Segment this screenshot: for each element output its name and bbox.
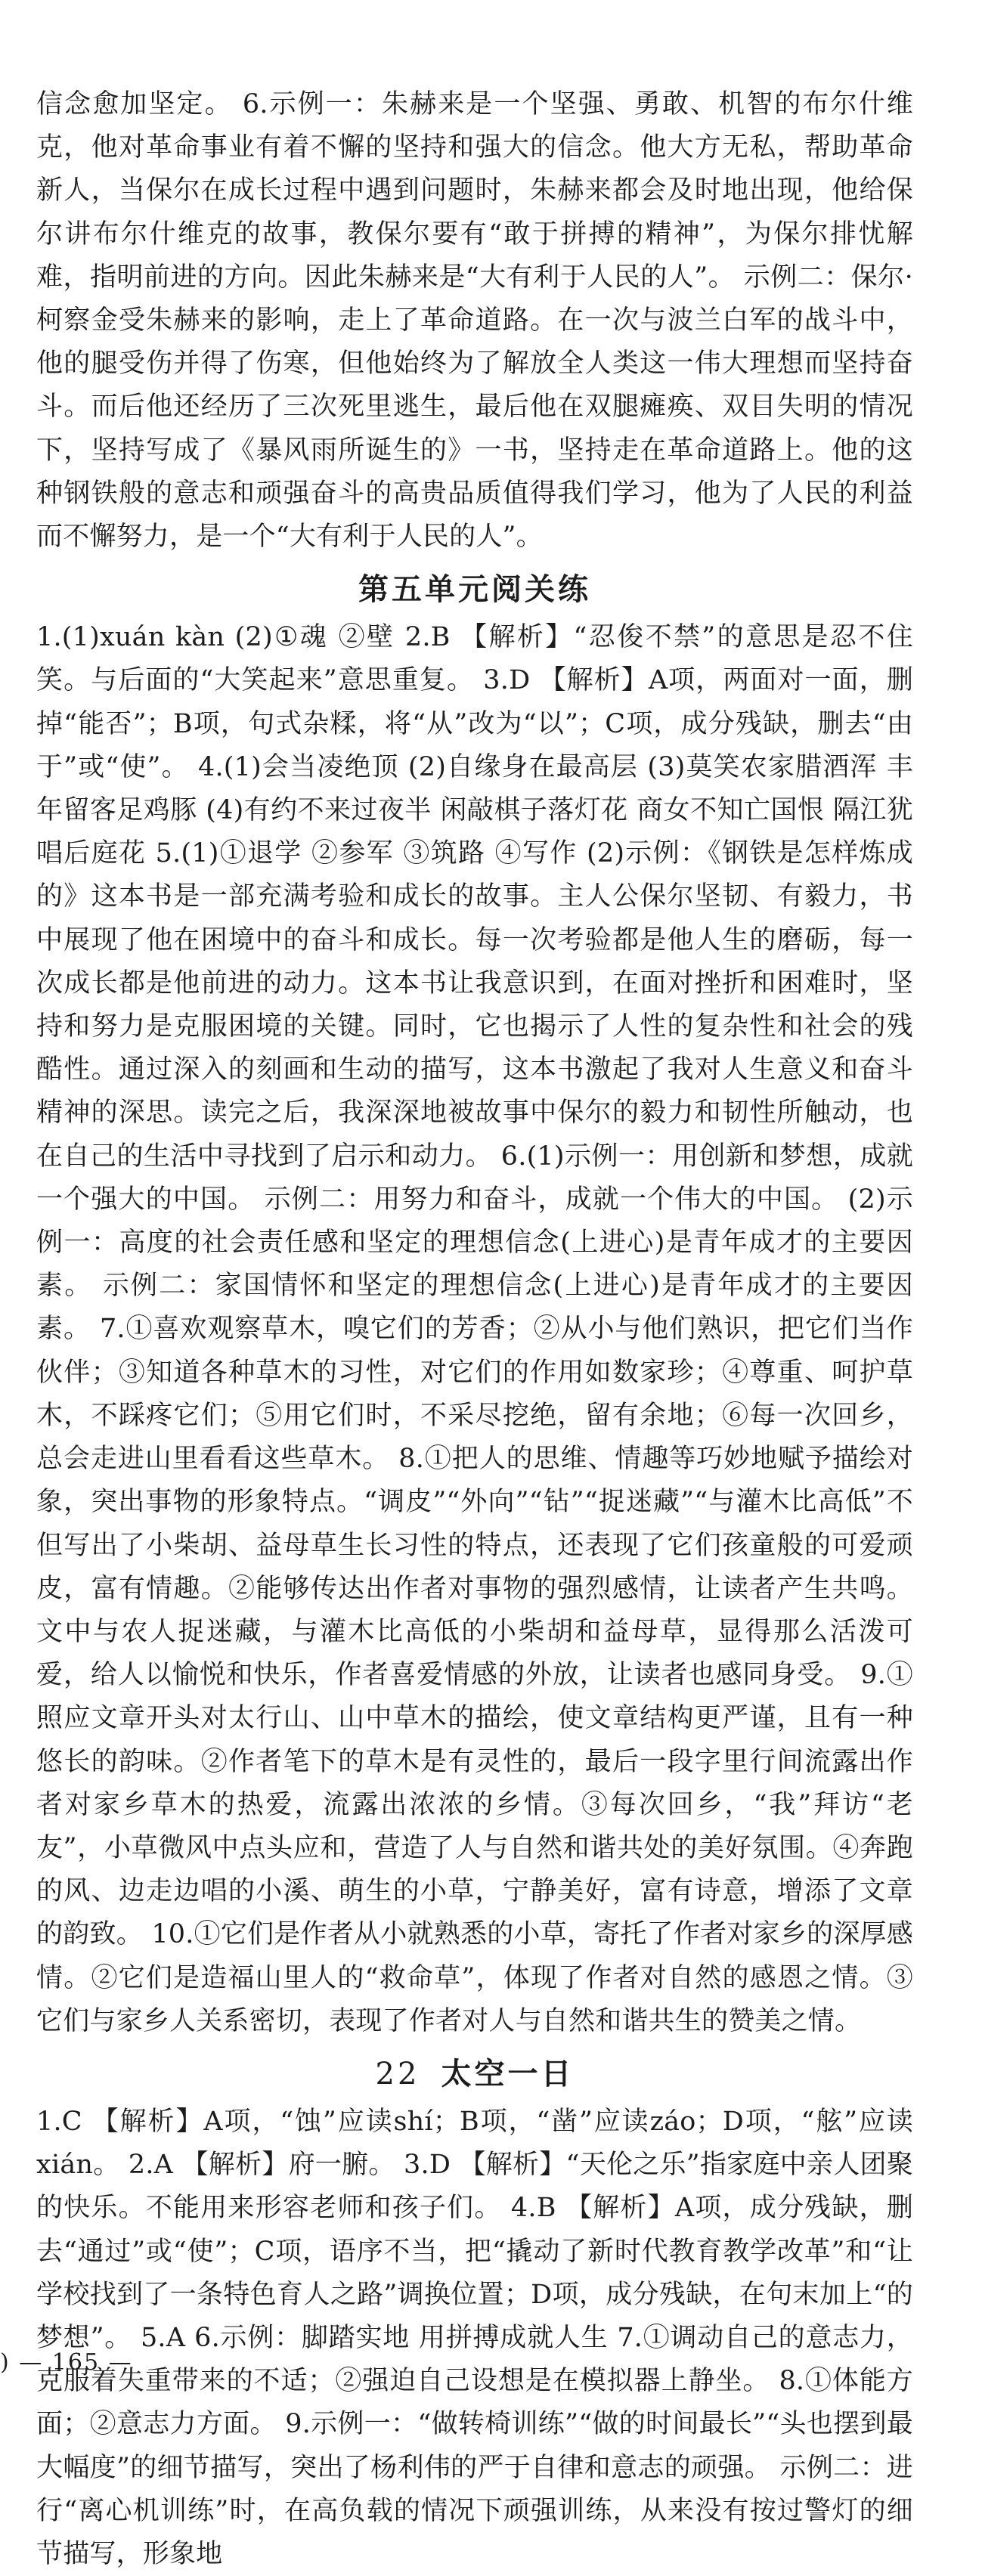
page-number: ) — 165 — [0, 2349, 133, 2376]
answer-paragraph-lesson22: 1.C 【解析】A项，“蚀”应读shí；B项，“凿”应读záo；D项，“舷”应读xián。 2.A 【解析】府一腑。 3.D 【解析】“天伦之乐”指家庭中亲人团聚的快乐。不能用来形容老师和孩子们。 4.B 【解析】A项，成分残缺，删去“通过”或“使”；C项，语序不当，把“撬动了新时代教育教学改革”和“让学校找到了一条特色育人之路”调换位置；D项，成分残缺，在句末加上“的梦想”。 5.A 6.示例：脚踏实地 用拼搏成就人生 7.①调动自己的意志力，克服着失重带来的不适；②强迫自己设想是在模拟器上静坐。 8.①体能方面；②意志力方面。 9.示例一：“做转椅训练”“做的时间最长”“头也摆到最大幅度”的细节描写，突出了杨利伟的严于自律和意志的顽强。 示例二：进行“离心机训练”时，在高负载的情况下顽强训练，从来没有按过警灯的细节描写，形象地 [36, 2106, 913, 2569]
section-heading-unit5 [36, 566, 913, 613]
section-heading-unit5-title: 第五单元阅关练 [358, 572, 591, 608]
answer-paragraph-intro: 信念愈加坚定。 6.示例一：朱赫来是一个坚强、勇敢、机智的布尔什维克，他对革命事业有着不懈的坚持和强大的信念。他大方无私，帮助革命新人，当保尔在成长过程中遇到问题时，朱赫来都会及时地出现，他给保尔讲布尔什维克的故事，教保尔要有“敢于拼搏的精神”，为保尔排忧解难，指明前进的方向。因此朱赫来是“大有利于人民的人”。 示例二：保尔·柯察金受朱赫来的影响，走上了革命道路。在一次与波兰白军的战斗中，他的腿受伤并得了伤寒，但他始终为了解放全人类这一伟大理想而坚持奋斗。而后他还经历了三次死里逃生，最后他在双腿瘫痪、双目失明的情况下，坚持写成了《暴风雨所诞生的》一书，坚持走在革命道路上。他的这种钢铁般的意志和顽强奋斗的高贵品质值得我们学习，他为了人民的利益而不懈努力，是一个“大有利于人民的人”。 [36, 89, 913, 553]
section-heading-lesson22-title: 太空一日 [441, 2056, 575, 2091]
section-heading-lesson22-number: 22 [375, 2056, 420, 2091]
section-heading-lesson22 [36, 2051, 913, 2098]
answer-paragraph-unit5: 1.(1)xuán kàn (2)①魂 ②壁 2.B 【解析】“忍俊不禁”的意思是忍不住笑。与后面的“大笑起来”意思重复。 3.D 【解析】A项，两面对一面，删掉“能否”；B项，句式杂糅，将“从”改为“以”；C项，成分残缺，删去“由于”或“使”。 4.(1)会当凌绝顶 (2)自缘身在最高层 (3)莫笑农家腊酒浑 丰年留客足鸡豚 (4)有约不来过夜半 闲敲棋子落灯花 商女不知亡国恨 隔江犹唱后庭花 5.(1)①退学 ②参军 ③筑路 ④写作 (2)示例：《钢铁是怎样炼成的》这本书是一部充满考验和成长的故事。主人公保尔坚韧、有毅力，书中展现了他在困境中的奋斗和成长。每一次考验都是他人生的磨砺，每一次成长都是他前进的动力。这本书让我意识到，在面对挫折和困难时，坚持和努力是克服困境的关键。同时，它也揭示了人性的复杂性和社会的残酷性。通过深入的刻画和生动的描写，这本书激起了我对人生意义和奋斗精神的深思。读完之后，我深深地被故事中保尔的毅力和韧性所触动，也在自己的生活中寻找到了启示和动力。 6.(1)示例一：用创新和梦想，成就一个强大的中国。 示例二：用努力和奋斗，成就一个伟大的中国。 (2)示例一：高度的社会责任感和坚定的理想信念(上进心)是青年成才的主要因素。 示例二：家国情怀和坚定的理想信念(上进心)是青年成才的主要因素。 7.①喜欢观察草木，嗅它们的芳香；②从小与他们熟识，把它们当作伙伴；③知道各种草木的习性，对它们的作用如数家珍；④尊重、呵护草木，不踩疼它们；⑤用它们时，不采尽挖绝，留有余地；⑥每一次回乡，总会走进山里看看这些草木。 8.①把人的思维、情趣等巧妙地赋予描绘对象，突出事物的形象特点。“调皮”“外向”“钻”“捉迷藏”“与灌木比高低”不但写出了小柴胡、益母草生长习性的特点，还表现了它们孩童般的可爱顽皮，富有情趣。②能够传达出作者对事物的强烈感情，让读者产生共鸣。文中与农人捉迷藏，与灌木比高低的小柴胡和益母草，显得那么活泼可爱，给人以愉悦和快乐，作者喜爱情感的外放，让读者也感同身受。 9.①照应文章开头对太行山、山中草木的描绘，使文章结构更严谨，且有一种悠长的韵味。②作者笔下的草木是有灵性的，最后一段字里行间流露出作者对家乡草木的热爱，流露出浓浓的乡情。③每次回乡，“我”拜访“老友”，小草微风中点头应和，营造了人与自然和谐共处的美好氛围。④奔跑的风、边走边唱的小溪、萌生的小草，宁静美好，富有诗意，增添了文章的韵致。 10.①它们是作者从小就熟悉的小草，寄托了作者对家乡的深厚感情。②它们是造福山里人的“救命草”，体现了作者对自然的感恩之情。③它们与家乡人关系密切，表现了作者对人与自然和谐共生的赞美之情。 [36, 622, 913, 2036]
page-content [36, 83, 913, 2576]
